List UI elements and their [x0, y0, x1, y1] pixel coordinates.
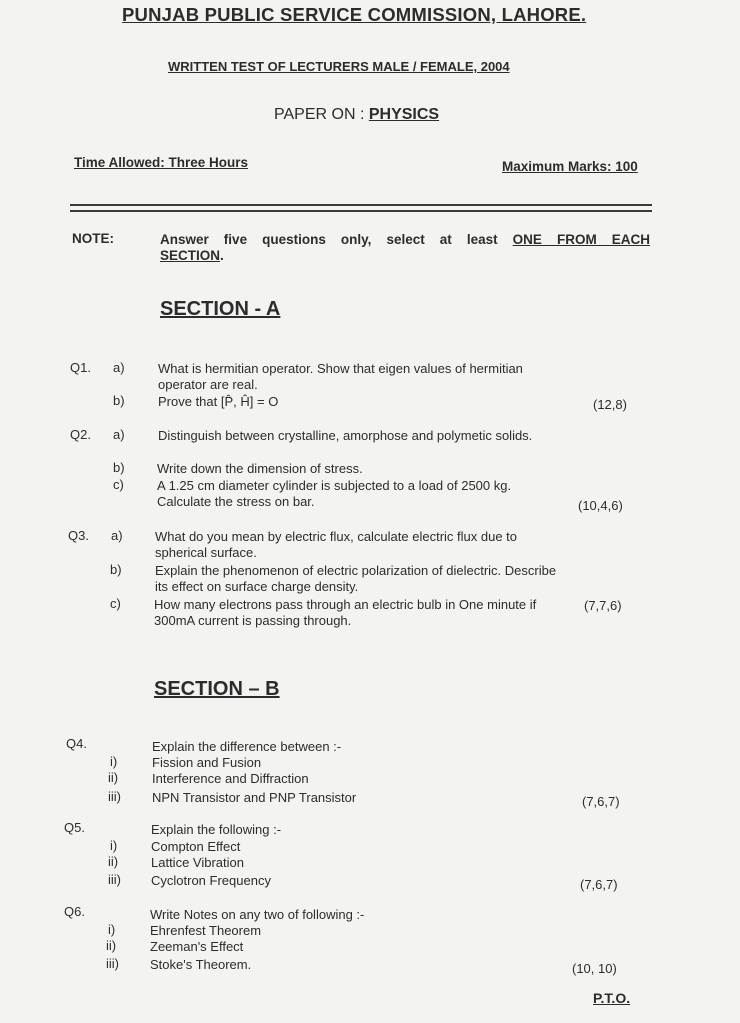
q6-i-text: Ehrenfest Theorem — [150, 923, 262, 938]
q5-ii-text: Lattice Vibration — [151, 855, 244, 870]
q1-marks: (12,8) — [593, 397, 627, 412]
q6-number: Q6. — [64, 904, 85, 919]
q4-ii-text: Interference and Diffraction — [152, 771, 309, 786]
q1-number: Q1. — [70, 360, 91, 375]
q3-marks: (7,7,6) — [584, 598, 622, 613]
q6-marks: (10, 10) — [572, 961, 617, 976]
q2-marks: (10,4,6) — [578, 498, 623, 513]
q4-marks: (7,6,7) — [582, 794, 620, 809]
q4-number: Q4. — [66, 736, 87, 751]
q2-b-text: Write down the dimension of stress. — [157, 461, 363, 476]
q6-iii-label: iii) — [106, 956, 119, 971]
note-instruction-line2 — [160, 248, 224, 263]
q5-i-label: i) — [110, 838, 118, 853]
test-title: WRITTEN TEST OF LECTURERS MALE / FEMALE, 2004 — [168, 59, 510, 74]
q1-b-label: b) — [113, 393, 125, 408]
q3-c-text: How many electrons pass through an electric bulb in One minute if 300mA current is passing through. — [154, 597, 537, 628]
q5-marks: (7,6,7) — [580, 877, 618, 892]
q3-a-text: What do you mean by electric flux, calculate electric flux due to spherical surface. — [155, 529, 518, 560]
q4-i-label: i) — [110, 754, 118, 769]
note-label: NOTE: — [72, 231, 114, 246]
q1-a-text: What is hermitian operator. Show that eigen values of hermitian operator are real. — [158, 361, 523, 392]
paper-line — [274, 106, 439, 124]
q5-number: Q5. — [64, 820, 85, 835]
q4-iii-label: iii) — [108, 789, 121, 804]
q6-ii-label: ii) — [106, 938, 117, 953]
q5-ii-label: ii) — [108, 854, 119, 869]
divider-rule-top — [70, 204, 652, 206]
q5-iii-label: iii) — [108, 872, 121, 887]
subject-name: PHYSICS — [368, 106, 440, 123]
time-allowed: Time Allowed: Three Hours — [74, 155, 249, 170]
note-text-d: . — [220, 248, 224, 263]
q3-b-text: Explain the phenomenon of electric polarization of dielectric. Describe its effect on surface charge density. — [155, 563, 557, 594]
q1-a-label: a) — [113, 360, 125, 375]
q2-number: Q2. — [70, 427, 91, 442]
note-text-a: Answer five questions only, select at least — [160, 232, 513, 247]
q4-i-text: Fission and Fusion — [152, 755, 262, 770]
commission-title: PUNJAB PUBLIC SERVICE COMMISSION, LAHORE. — [122, 4, 587, 25]
q4-ii-label: ii) — [108, 770, 119, 785]
q5-i-text: Compton Effect — [151, 839, 241, 854]
q2-c-text: A 1.25 cm diameter cylinder is subjected to a load of 2500 kg. Calculate the stress on bar. — [157, 478, 512, 509]
q4-iii-text: NPN Transistor and PNP Transistor — [152, 790, 357, 805]
note-instruction — [160, 232, 650, 248]
q2-a-label: a) — [113, 427, 125, 442]
q5-intro: Explain the following :- — [151, 822, 282, 837]
q6-intro: Write Notes on any two of following :- — [150, 907, 365, 922]
paper-on-label: PAPER ON : — [274, 106, 369, 123]
pto-label: P.T.O. — [593, 990, 631, 1006]
section-b-title: SECTION – B — [154, 678, 280, 700]
q1-b-text: Prove that [P̂, Ĥ] = O — [158, 394, 279, 409]
q6-iii-text: Stoke's Theorem. — [150, 957, 252, 972]
q2-b-label: b) — [113, 460, 125, 475]
q3-b-label: b) — [110, 562, 122, 577]
divider-rule-bottom — [70, 210, 652, 212]
q2-a-text: Distinguish between crystalline, amorphose and polymetic solids. — [158, 428, 533, 443]
note-text-b: ONE FROM EACH — [512, 232, 651, 247]
q4-intro: Explain the difference between :- — [152, 739, 342, 754]
note-text-c: SECTION — [160, 248, 221, 263]
section-a-title: SECTION - A — [160, 298, 281, 320]
q6-ii-text: Zeeman's Effect — [150, 939, 244, 954]
maximum-marks: Maximum Marks: 100 — [502, 159, 638, 174]
q2-c-label: c) — [113, 477, 124, 492]
q3-number: Q3. — [68, 528, 89, 543]
q3-a-label: a) — [111, 528, 123, 543]
q6-i-label: i) — [108, 922, 116, 937]
q5-iii-text: Cyclotron Frequency — [151, 873, 271, 888]
q3-c-label: c) — [110, 596, 121, 611]
